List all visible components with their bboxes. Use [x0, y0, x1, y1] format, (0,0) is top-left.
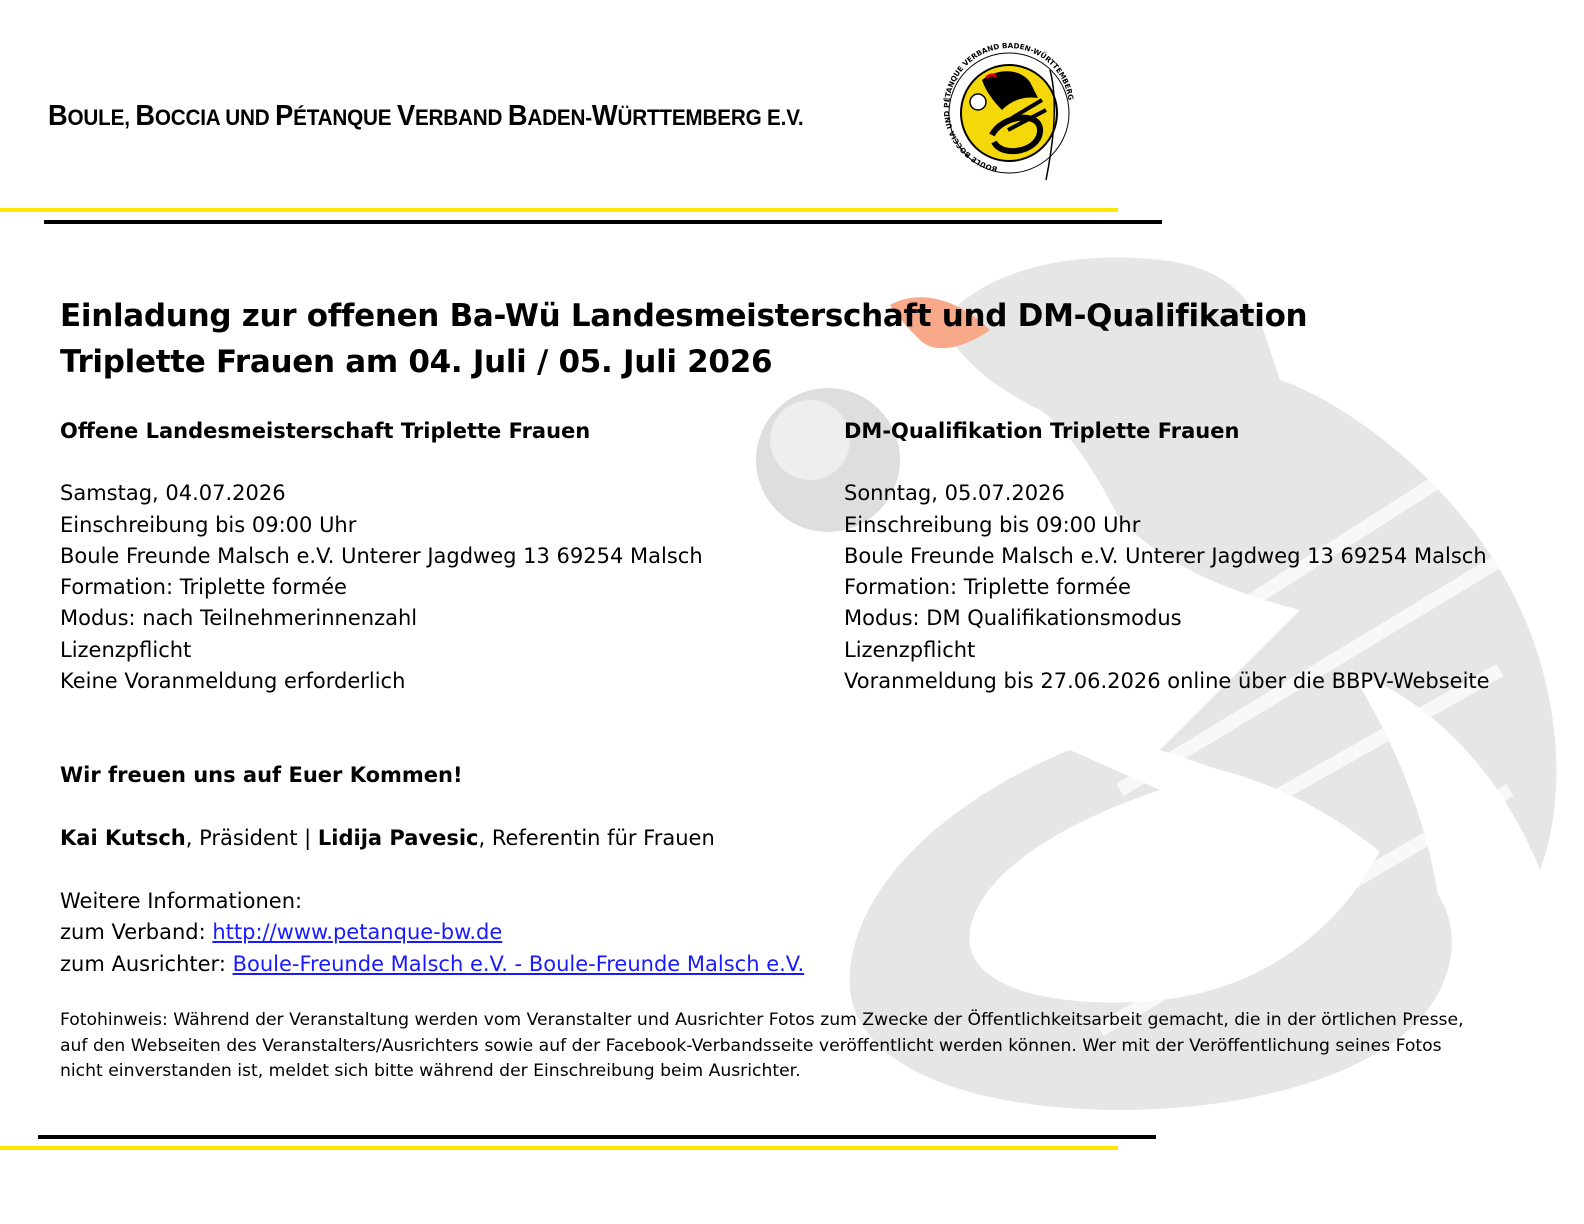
signers-line	[60, 823, 715, 854]
dm-qualifikation-heading: DM-Qualifikation Triplette Frauen	[844, 419, 1240, 443]
detail-line: Einschreibung bis 09:00 Uhr	[844, 512, 1141, 537]
detail-line: Modus: DM Qualifikationsmodus	[844, 606, 1182, 631]
header-black-rule	[44, 220, 1162, 224]
title-line-2: Triplette Frauen am 04. Juli / 05. Juli 2026	[60, 344, 773, 380]
signer-role: , Referentin für Frauen	[478, 826, 715, 850]
detail-line: Lizenzpflicht	[844, 637, 976, 662]
ausrichter-link[interactable]: Boule-Freunde Malsch e.V. - Boule-Freunde Malsch e.V.	[232, 951, 805, 976]
verband-link[interactable]: http://www.petanque-bw.de	[212, 920, 503, 945]
photo-notice: Fotohinweis: Während der Veranstaltung werden vom Veranstalter und Ausrichter Fotos zum Zwecke der Öffentlichkeitsarbeit gemacht, die in der örtlichen Presse, auf den Webseiten des Veranstalters/Ausrichters sowie auf der Facebook-Verbandsseite veröffentlicht werden können. Wer mit der Veröffentlichung seines Fotos nicht einverstanden ist, meldet sich bitte während der Einschreibung beim Ausrichter.	[60, 1010, 1464, 1081]
detail-line: Samstag, 04.07.2026	[60, 481, 286, 506]
title-line-1: Einladung zur offenen Ba-Wü Landesmeisterschaft und DM-Qualifikation	[60, 298, 1308, 334]
bbpv-logo	[942, 40, 1076, 186]
signer-name: Lidija Pavesic	[317, 826, 479, 850]
detail-line: Modus: nach Teilnehmerinnenzahl	[60, 606, 418, 631]
organization-title: BOULE, BOCCIA UND PÉTANQUE VERBAND BADEN-WÜRTTEMBERG E.V.	[48, 100, 804, 132]
ausrichter-label: zum Ausrichter:	[60, 951, 233, 976]
page-title	[60, 293, 1307, 385]
verband-label: zum Verband:	[60, 920, 213, 945]
landesmeisterschaft-details	[60, 416, 703, 697]
footer-yellow-rule	[0, 1146, 1118, 1150]
detail-line: Boule Freunde Malsch e.V. Unterer Jagdweg 13 69254 Malsch	[60, 543, 703, 568]
info-heading: Weitere Informationen:	[60, 889, 303, 913]
ausrichter-line	[60, 949, 804, 980]
landesmeisterschaft-heading: Offene Landesmeisterschaft Triplette Frauen	[60, 419, 591, 443]
signer-role: , Präsident |	[185, 826, 318, 850]
further-info	[60, 886, 804, 980]
header-yellow-rule	[0, 208, 1118, 212]
verband-line	[60, 917, 804, 948]
detail-line: Lizenzpflicht	[60, 637, 192, 662]
closing-greeting: Wir freuen uns auf Euer Kommen!	[60, 763, 463, 787]
detail-line: Voranmeldung bis 27.06.2026 online über die BBPV-Webseite	[844, 669, 1490, 694]
svg-text:BOULE BOCCIA UND PÉTANQUE VERB: BOULE BOCCIA UND PÉTANQUE VERBAND BADEN-WÜRTTEMBERG	[942, 40, 1076, 174]
detail-line: Boule Freunde Malsch e.V. Unterer Jagdweg 13 69254 Malsch	[844, 543, 1487, 568]
dm-qualifikation-details	[844, 416, 1490, 697]
detail-line: Keine Voranmeldung erforderlich	[60, 669, 406, 694]
detail-line: Formation: Triplette formée	[60, 575, 347, 600]
signer-name: Kai Kutsch	[60, 826, 186, 850]
detail-line: Sonntag, 05.07.2026	[844, 481, 1065, 506]
footer-black-rule	[38, 1135, 1156, 1139]
detail-line: Formation: Triplette formée	[844, 575, 1131, 600]
detail-line: Einschreibung bis 09:00 Uhr	[60, 512, 357, 537]
